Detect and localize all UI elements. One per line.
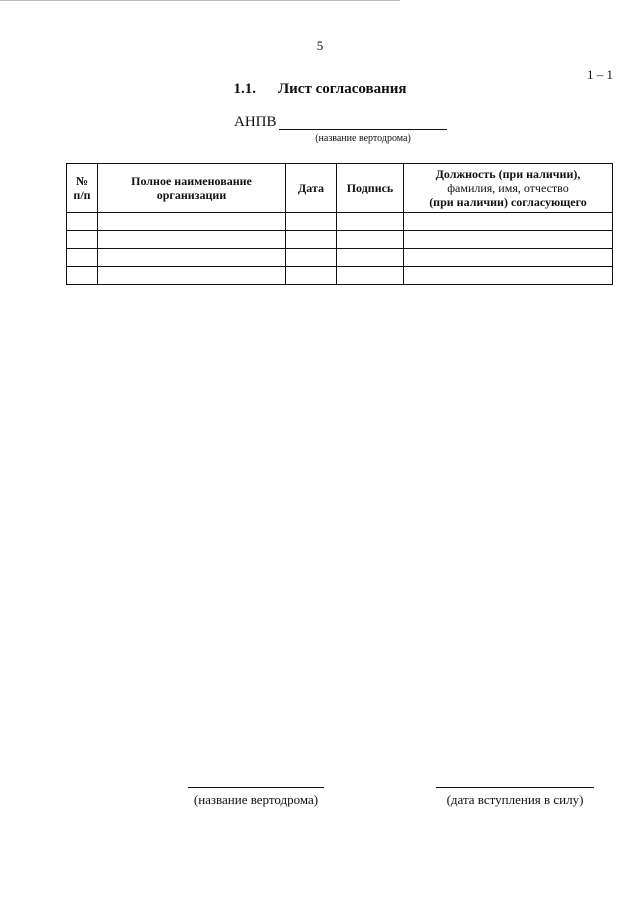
section-title: Лист согласования xyxy=(277,81,407,97)
cell-signature[interactable] xyxy=(337,213,404,231)
cell-signature[interactable] xyxy=(337,267,404,285)
cell-position[interactable] xyxy=(404,249,613,267)
table-body xyxy=(67,213,613,285)
heliport-name-field[interactable] xyxy=(279,129,447,130)
cell-number[interactable] xyxy=(67,249,98,267)
header-signature: Подпись xyxy=(337,164,404,213)
page-number: 5 xyxy=(316,38,324,53)
scan-top-edge xyxy=(0,0,400,1)
table-header-row xyxy=(67,164,613,213)
section-number: 1.1. xyxy=(233,81,256,97)
cell-number[interactable] xyxy=(67,231,98,249)
header-date: Дата xyxy=(286,164,337,213)
header-organization: Полное наименование организации xyxy=(98,164,286,213)
footer-date-block xyxy=(436,787,594,808)
cell-date[interactable] xyxy=(286,231,337,249)
approval-table xyxy=(66,163,613,285)
footer-heliport-field[interactable] xyxy=(188,787,324,788)
table-row xyxy=(67,213,613,231)
sheet-code: 1 – 1 xyxy=(587,67,613,82)
cell-signature[interactable] xyxy=(337,249,404,267)
cell-organization[interactable] xyxy=(98,213,286,231)
cell-organization[interactable] xyxy=(98,249,286,267)
page-title xyxy=(0,81,640,98)
footer-heliport-caption: (название вертодрома) xyxy=(193,792,319,807)
cell-number[interactable] xyxy=(67,213,98,231)
cell-signature[interactable] xyxy=(337,231,404,249)
table-row xyxy=(67,267,613,285)
cell-number[interactable] xyxy=(67,267,98,285)
table-row xyxy=(67,249,613,267)
cell-organization[interactable] xyxy=(98,267,286,285)
footer-effective-date-caption: (дата вступления в силу) xyxy=(446,792,584,807)
heliport-name-caption: (название вертодрома) xyxy=(315,133,411,144)
cell-position[interactable] xyxy=(404,267,613,285)
header-position: Должность (при наличии), фамилия, имя, отчество (при наличии) согласующего xyxy=(404,164,613,213)
anpv-label: АНПВ xyxy=(234,114,277,130)
cell-date[interactable] xyxy=(286,249,337,267)
cell-date[interactable] xyxy=(286,213,337,231)
cell-organization[interactable] xyxy=(98,231,286,249)
footer-heliport-block xyxy=(188,787,324,808)
cell-date[interactable] xyxy=(286,267,337,285)
cell-position[interactable] xyxy=(404,231,613,249)
table-row xyxy=(67,231,613,249)
cell-position[interactable] xyxy=(404,213,613,231)
footer-effective-date-field[interactable] xyxy=(436,787,594,788)
header-number: № п/п xyxy=(67,164,98,213)
